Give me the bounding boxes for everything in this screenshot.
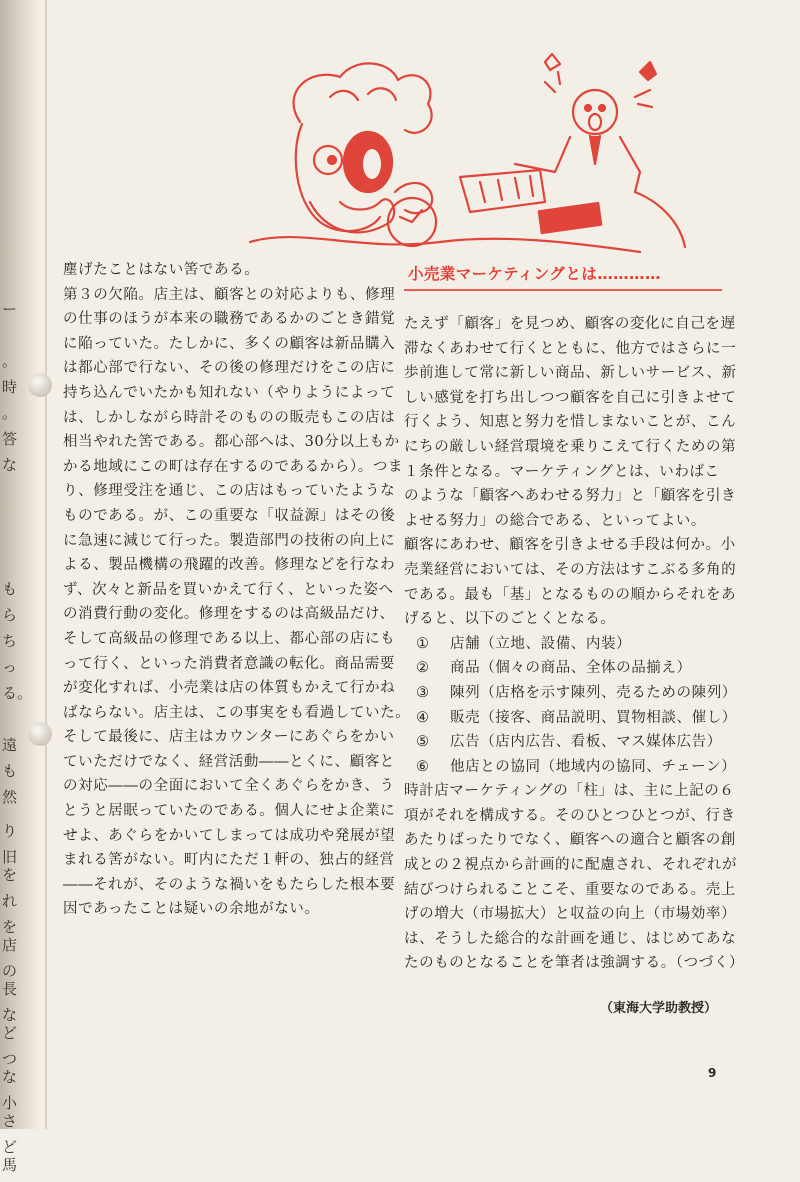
text-line: ――それが、そのような禍いをもたらした根本要 — [63, 876, 396, 893]
punch-hole-upper — [28, 373, 52, 397]
text-line: げの増大（市場拡大）と収益の向上（市場効率） — [404, 906, 737, 923]
left-column-text — [63, 258, 411, 922]
text-line: 結びつけられることこそ、重要なのである。売上 — [404, 881, 736, 898]
bleed-text: 然 — [2, 788, 18, 806]
heading-rule — [404, 289, 722, 291]
bleed-text: も — [2, 580, 18, 598]
list-item-text: 他店との協同（地域内の協同、チェーン） — [450, 758, 737, 775]
text-line: 成との２視点から計画的に配慮され、それぞれが — [404, 857, 738, 874]
text-line: たえず「顧客」を見つめ、顧客の変化に自己を遅 — [404, 316, 736, 332]
text-line: まれる筈がない。町内にただ１軒の、独占的経営 — [63, 852, 395, 869]
list-item — [404, 730, 734, 755]
text-line: 第３の欠陥。店主は、顧客との対応よりも、修理 — [63, 286, 396, 303]
bleed-text: ら — [2, 606, 18, 624]
bleed-text: れ — [2, 892, 18, 910]
text-line: そして最後に、店主はカウンターにあぐらをかい — [63, 729, 395, 746]
text-line: 塵げたことはない筈である。 — [63, 262, 260, 278]
text-line: 顧客にあわせ、顧客を引きよせる手段は何か。小 — [404, 537, 736, 554]
punch-hole-lower — [28, 722, 52, 746]
list-item-number: ① — [416, 635, 430, 652]
text-line: げると、以下のごとくとなる。 — [404, 611, 616, 628]
marketing-elements-list — [404, 632, 737, 780]
bleed-text: 。 — [2, 404, 18, 422]
list-item-number: ③ — [416, 684, 430, 701]
right-column-text — [404, 312, 745, 976]
list-item-number: ⑤ — [416, 734, 430, 751]
list-item — [404, 632, 734, 657]
bleed-text: る。 — [2, 684, 33, 702]
bleed-text: り — [2, 822, 18, 840]
list-item-text: 販売（接客、商品説明、買物相談、催し） — [450, 709, 737, 726]
bleed-text: ど馬 — [2, 1138, 18, 1174]
list-item-text: 商品（個々の商品、全体の品揃え） — [450, 660, 692, 677]
list-item — [404, 755, 737, 780]
bleed-text — [2, 326, 28, 344]
text-line: ていただけでなく、経営活動――とくに、顧客と — [63, 753, 395, 770]
text-line: ものである。が、この重要な「収益源」はその後 — [63, 507, 396, 524]
customer-head — [573, 90, 617, 134]
text-line: 相当やれた筈である。都心部へは、30分以上もか — [63, 434, 400, 451]
text-line: あたりばったりでなく、顧客への適合と顧客の創 — [404, 832, 736, 849]
text-line: は、しかしながら時計そのものの販売もこの店は — [63, 409, 396, 426]
section-heading: 小売業マーケティングとは………… — [408, 265, 661, 283]
author-byline: （東海大学助教授） — [600, 1001, 718, 1016]
text-line: 行くよう、知恵と努力を惜しまないことが、こん — [404, 414, 737, 431]
bleed-text — [2, 710, 28, 728]
text-line: である。最も「基」となるものの順からそれをあ — [404, 586, 737, 603]
list-item — [404, 681, 737, 706]
bleed-text: 答 — [2, 430, 18, 448]
bleed-text: な — [2, 456, 18, 474]
text-line: 項がそれを構成する。そのひとつひとつが、行き — [404, 807, 736, 824]
list-item-text: 広告（店内広告、看板、マス媒体広告） — [450, 734, 722, 751]
customer-tie — [590, 136, 600, 164]
text-line: よる、製品機構の飛躍的改善。修理などを行なわ — [63, 557, 396, 574]
margin-bleed-upper — [2, 300, 28, 482]
bleed-text: 旧を — [2, 848, 18, 884]
text-line: が変化すれば、小売業は店の体質もかえて行かね — [63, 680, 396, 697]
text-line: よせる努力」の総合である、といってよい。 — [404, 512, 706, 529]
text-line: とうと居眠っていたのである。個人にせよ企業に — [63, 803, 396, 820]
text-line: 因であったことは疑いの余地がない。 — [63, 901, 320, 918]
text-line: って行く、といった消費者意識の転化。商品需要 — [63, 655, 395, 672]
right-column-intro — [404, 312, 737, 632]
text-line: 時計店マーケティングの「柱」は、主に上記の６ — [404, 783, 735, 800]
text-line: そして高級品の修理である以上、都心部の店にも — [63, 630, 396, 647]
page-number: 9 — [708, 1066, 717, 1080]
bleed-text: を店 — [2, 918, 18, 954]
shopkeeper-hair — [294, 63, 432, 132]
text-line: 滞なくあわせて行くとともに、他方ではさらに一 — [404, 340, 737, 357]
text-line: しい感覚を打ち出しつつ顧客を自己に引きよせて — [404, 389, 737, 406]
bleed-text: 時 — [2, 378, 18, 396]
margin-bleed-lower — [2, 822, 28, 1182]
text-line: かる地域にこの町は存在するのであるから）。つま — [63, 458, 404, 475]
bleed-text: の長 — [2, 962, 18, 998]
bleed-text: ー — [2, 300, 18, 318]
text-line: せよ、あぐらをかいてしまっては成功や発展が望 — [63, 827, 396, 844]
text-line: の対応――の全面において全くあぐらをかき、う — [63, 778, 395, 795]
list-item-number: ② — [416, 660, 430, 677]
bleed-text: など — [2, 1006, 18, 1042]
bleed-text: 遠 — [2, 736, 18, 754]
text-line: り、修理受注を通じ、この店はもっていたような — [63, 483, 396, 500]
text-line: 歩前進して常に新しい商品、新しいサービス、新 — [404, 365, 737, 382]
list-item — [404, 656, 734, 681]
text-line: たのものとなることを筆者は強調する。（つづく） — [404, 955, 745, 972]
text-line: は、そうした総合的な計画を通じ、はじめてあな — [404, 930, 737, 947]
list-item-text: 陳列（店格を示す陳列、売るための陳列） — [450, 684, 737, 701]
text-line: に急速に減じて行った。製造部門の技術の向上に — [63, 532, 396, 549]
binding-line — [45, 0, 47, 1129]
bleed-text: 。 — [2, 352, 18, 370]
bleed-text: 小さ — [2, 1094, 18, 1130]
text-line: の仕事のほうが本来の職務であるかのごとき錯覚 — [63, 311, 396, 328]
list-item-text: 店舗（立地、設備、内装） — [450, 635, 632, 652]
list-item — [404, 706, 737, 731]
text-line: ばならない。店主は、この事実をも看過していた。 — [63, 704, 411, 721]
list-item-number: ④ — [416, 709, 430, 726]
text-line: 売業経営においては、その方法はすこぶる多角的 — [404, 561, 737, 578]
watch-box — [539, 203, 601, 233]
bleed-text: ち — [2, 632, 18, 650]
margin-bleed-middle — [2, 580, 33, 814]
bleed-text: も — [2, 762, 18, 780]
shopkeeper-beard — [310, 199, 394, 232]
text-line: の消費行動の変化。修理をするのは高級品だけ、 — [63, 606, 395, 623]
text-line: のような「顧客へあわせる努力」と「顧客を引き — [404, 488, 737, 505]
text-line: ず、次々と新品を買いかえて行く、といった姿へ — [63, 581, 394, 598]
right-column-conclusion — [404, 779, 745, 976]
text-line: 持ち込んでいたかも知れない（やりようによって — [63, 384, 396, 401]
customer-body — [515, 137, 640, 192]
text-line: にちの厳しい経営環境を乗りこえて行くための第 — [404, 438, 737, 455]
text-line: １条件となる。マーケティングとは、いわばこ — [404, 463, 720, 480]
text-line: は都心部で行ない、その後の修理だけをこの店に — [63, 360, 396, 377]
bleed-text: っ — [2, 658, 18, 676]
list-item-number: ⑥ — [416, 758, 430, 775]
bleed-text: つな — [2, 1050, 18, 1086]
counter-top — [250, 237, 640, 252]
cartoon-illustration — [240, 52, 700, 252]
text-line: に陥っていた。たしかに、多くの顧客は新品購入 — [63, 335, 396, 352]
